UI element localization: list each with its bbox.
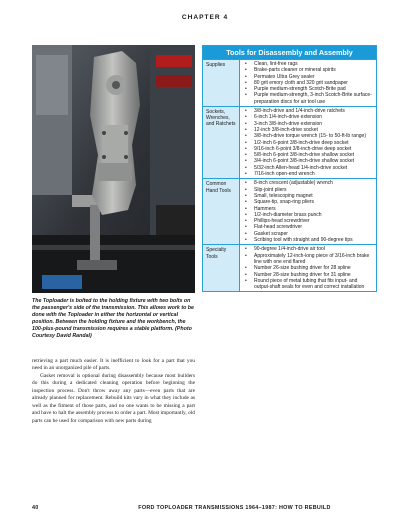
tool-item: • Number 28-size bushing driver for 31 spline bbox=[245, 272, 373, 278]
table-section bbox=[203, 59, 376, 106]
tool-item: • 5/8-inch 6-point 3/8-inch-drive shallow socket bbox=[245, 152, 373, 158]
tool-item: • 80 grit emory cloth and 320 grit sandpaper bbox=[245, 80, 373, 86]
body-paragraph: retrieving a part much easier. It is inefficient to look for a part that you need in an unorganized pile of parts. bbox=[32, 358, 195, 372]
body-text bbox=[32, 358, 195, 425]
section-items bbox=[240, 107, 376, 178]
photo-caption: The Toploader is bolted to the holding fixture with two bolts on the passenger's side of the transmission. This allows work to be done with the Toploader in either the horizontal or vertical position. Between the holding fixture and the workbench, the 100-plus-pound transmission requires a stable platform. (Photo Courtesy David Randal) bbox=[32, 298, 194, 339]
section-items bbox=[240, 179, 376, 244]
tool-item: • 6-inch 1/4-inch-drive extension bbox=[245, 114, 373, 120]
table-section bbox=[203, 106, 376, 178]
tool-item: • 8-inch crescent (adjustable) wrench bbox=[245, 180, 373, 186]
tool-item: • Number 26-size bushing driver for 28 spline bbox=[245, 265, 373, 271]
tool-item: • 90-degree 1/4-inch-drive air tool bbox=[245, 246, 373, 252]
chapter-heading: CHAPTER 4 bbox=[181, 14, 229, 21]
table-title: Tools for Disassembly and Assembly bbox=[203, 46, 376, 59]
tool-item: • Small, telescoping magnet bbox=[245, 193, 373, 199]
tool-item: • 7/16-inch open-end wrench bbox=[245, 171, 373, 177]
tool-item: • Phillips-head screwdriver bbox=[245, 218, 373, 224]
page-number: 40 bbox=[32, 505, 39, 511]
tool-item: • 1/2-inch-diameter brass punch bbox=[245, 212, 373, 218]
tool-item: • Clean, lint-free rags bbox=[245, 61, 373, 67]
body-paragraph: Gasket removal is optional during disassembly because most builders do this during a dedicated cleaning operation before beginning the inspection process. Don't throw away any parts—even parts that are already planned for replacement. Rebuild kits vary in what they include as well as the fitment of those parts, and no one wants to be missing a part and have to halt the assembly process to order a part. Most importantly, old parts can be used for comparison with new parts during bbox=[32, 372, 195, 424]
section-label: Common Hand Tools bbox=[203, 179, 240, 244]
tool-item: • Permatex Ultra Grey sealer bbox=[245, 74, 373, 80]
photo-illustration bbox=[32, 45, 195, 293]
tool-item: • 12-inch 3/8-inch-drive socket bbox=[245, 127, 373, 133]
section-label: Specialty Tools bbox=[203, 245, 240, 291]
tool-item: • 3/8-inch-drive torque wrench (15- to 50-ft-lb range) bbox=[245, 133, 373, 139]
tool-item: • 3-inch 3/8-inch-drive extension bbox=[245, 121, 373, 127]
tool-item: • Flat-head screwdriver bbox=[245, 224, 373, 230]
tool-item: • 3/4-inch 6-point 3/8-inch-drive shallow socket bbox=[245, 158, 373, 164]
tool-item: • 5/32-inch Allen-head 1/4-inch-drive socket bbox=[245, 165, 373, 171]
tool-item: • 9/16-inch 6-point 3/8-inch-drive deep socket bbox=[245, 146, 373, 152]
tool-item: • Hammers bbox=[245, 206, 373, 212]
tool-item: • Square-tip, snap-ring pliers bbox=[245, 199, 373, 205]
tool-item: • Purple medium-strength, 3-inch Scotch-Brite surface-preparation discs for air tool use bbox=[245, 92, 373, 105]
table-section bbox=[203, 178, 376, 244]
section-label: Supplies bbox=[203, 60, 240, 106]
tool-item: • Purple medium-strength Scotch-Brite pad bbox=[245, 86, 373, 92]
tool-item: • Approximately 12-inch-long piece of 3/16-inch brake line with one end flared bbox=[245, 253, 373, 266]
tool-item: • Scribing tool with straight and 90-degree tips bbox=[245, 237, 373, 243]
tool-item: • 1/2-inch 6-point 3/8-inch-drive deep socket bbox=[245, 140, 373, 146]
table-body bbox=[203, 59, 376, 291]
tool-item: • Round piece of metal tubing that fits input- and output-shaft seals for even and correct installation bbox=[245, 278, 373, 291]
tool-item: • Gasket scraper bbox=[245, 231, 373, 237]
section-label: Sockets, Wrenches, and Ratchets bbox=[203, 107, 240, 178]
tool-item: • Slip-joint pliers bbox=[245, 187, 373, 193]
book-title: FORD TOPLOADER TRANSMISSIONS 1964–1987: HOW TO REBUILD bbox=[138, 505, 331, 511]
table-section bbox=[203, 244, 376, 291]
tool-item: • Brake-parts cleaner or mineral spirits bbox=[245, 67, 373, 73]
section-items bbox=[240, 245, 376, 291]
section-items bbox=[240, 60, 376, 106]
tool-item: • 3/8-inch-drive and 1/4-inch-drive ratchets bbox=[245, 108, 373, 114]
transmission-photo bbox=[32, 45, 195, 293]
tools-table bbox=[202, 45, 377, 292]
